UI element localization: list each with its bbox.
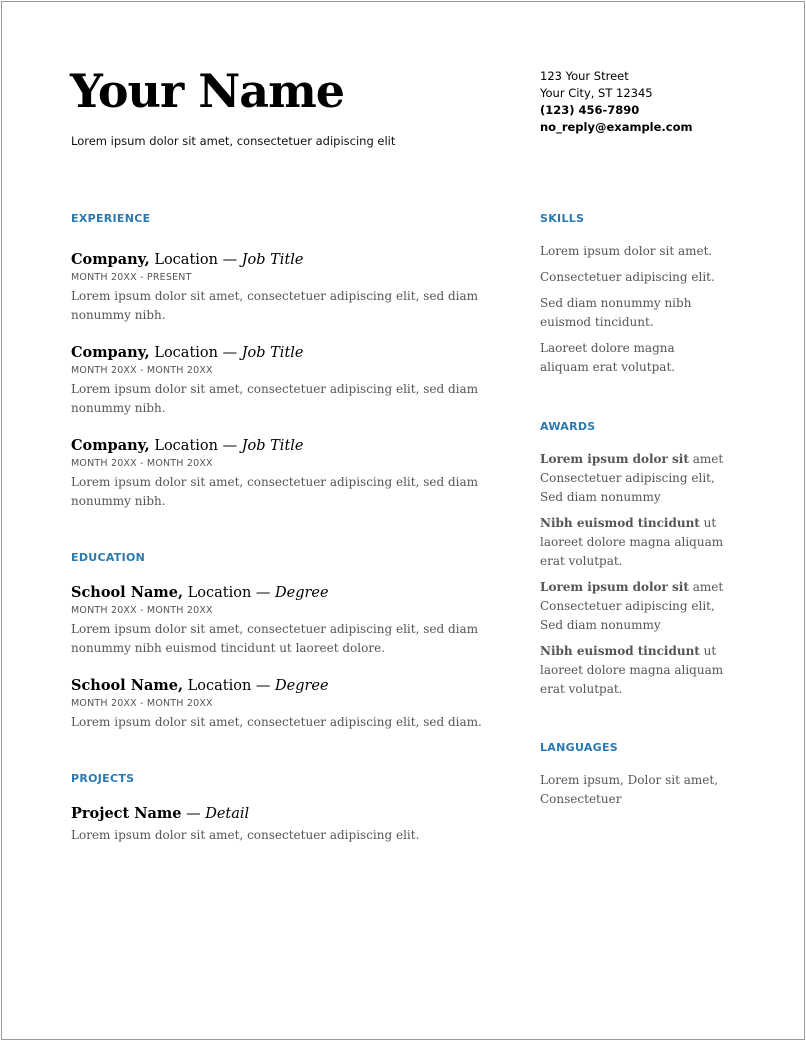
entry-dates: MONTH 20XX - MONTH 20XX — [71, 605, 213, 616]
sidebar-column — [540, 212, 740, 809]
entry-org: Project Name — [71, 805, 182, 822]
award-title: Lorem ipsum dolor sit — [540, 580, 689, 594]
entry-title — [71, 436, 491, 456]
languages-section — [540, 741, 740, 809]
entry-description: Lorem ipsum dolor sit amet, consectetuer adipiscing elit, sed diam. — [71, 715, 482, 729]
entry-org: Company, — [71, 437, 150, 454]
entry-title — [71, 583, 491, 603]
entry-location: Location — — [149, 438, 242, 454]
entry-title — [71, 804, 491, 824]
award-description: amet Consectetuer adipiscing elit, Sed diam nonummy — [540, 580, 724, 632]
skills-section — [540, 212, 740, 377]
entry-role: Degree — [275, 678, 329, 694]
entry-role: Job Title — [241, 438, 304, 454]
entry-description: Lorem ipsum dolor sit amet, consectetuer adipiscing elit, sed diam nonummy nibh euismod tincidunt ut laoreet dolore. — [71, 622, 479, 655]
entry-role: Detail — [205, 806, 250, 822]
entry-role: Degree — [275, 585, 329, 601]
entry-location: Location — — [183, 678, 275, 694]
project-entry — [71, 804, 491, 845]
contact-street: 123 Your Street — [540, 69, 629, 83]
section-heading-education: EDUCATION — [71, 551, 146, 564]
awards-section — [540, 420, 740, 699]
education-entry — [71, 583, 491, 658]
entry-location: Location — — [149, 345, 242, 361]
experience-entry — [71, 343, 491, 418]
section-heading-projects: PROJECTS — [71, 772, 135, 785]
entry-location: Location — — [183, 585, 275, 601]
entry-description: Lorem ipsum dolor sit amet, consectetuer adipiscing elit, sed diam nonummy nibh. — [71, 382, 479, 415]
entry-role: Job Title — [241, 345, 304, 361]
contact-city: Your City, ST 12345 — [540, 86, 653, 100]
resume-name: Your Name — [70, 64, 345, 118]
entry-dates: MONTH 20XX - MONTH 20XX — [71, 365, 213, 376]
section-heading-experience: EXPERIENCE — [71, 212, 151, 225]
award-item — [540, 450, 740, 507]
entry-title — [71, 676, 491, 696]
entry-description: Lorem ipsum dolor sit amet, consectetuer adipiscing elit, sed diam nonummy nibh. — [71, 475, 479, 508]
entry-location: Location — — [149, 252, 242, 268]
resume-page — [1, 1, 805, 1040]
section-heading-skills: SKILLS — [540, 212, 585, 225]
award-description: ut laoreet dolore magna aliquam erat volutpat. — [540, 644, 724, 696]
entry-title — [71, 343, 491, 363]
main-column — [71, 212, 491, 845]
skill-item: Sed diam nonummy nibh euismod tincidunt. — [540, 296, 692, 329]
experience-entry — [71, 250, 491, 325]
entry-org: Company, — [71, 251, 150, 268]
entry-role: Job Title — [241, 252, 304, 268]
resume-tagline: Lorem ipsum dolor sit amet, consectetuer adipiscing elit — [71, 134, 396, 148]
education-section — [71, 551, 491, 732]
skill-item: Consectetuer adipiscing elit. — [540, 270, 715, 284]
entry-description: Lorem ipsum dolor sit amet, consectetuer adipiscing elit. — [71, 828, 420, 842]
entry-title — [71, 250, 491, 270]
section-heading-awards: AWARDS — [540, 420, 596, 433]
languages-list: Lorem ipsum, Dolor sit amet, Consectetuer — [540, 773, 719, 806]
award-title: Lorem ipsum dolor sit — [540, 452, 689, 466]
entry-org: School Name, — [71, 677, 184, 694]
education-entry — [71, 676, 491, 732]
contact-phone: (123) 456-7890 — [540, 103, 640, 117]
entry-description: Lorem ipsum dolor sit amet, consectetuer adipiscing elit, sed diam nonummy nibh. — [71, 289, 479, 322]
award-description: ut laoreet dolore magna aliquam erat volutpat. — [540, 516, 724, 568]
projects-section — [71, 772, 491, 845]
award-description: amet Consectetuer adipiscing elit, Sed diam nonummy — [540, 452, 724, 504]
skill-item: Laoreet dolore magna aliquam erat volutpat. — [540, 341, 676, 374]
award-title: Nibh euismod tincidunt — [540, 516, 700, 530]
skill-item: Lorem ipsum dolor sit amet. — [540, 244, 713, 258]
entry-org: Company, — [71, 344, 150, 361]
entry-separator: — — [181, 806, 206, 822]
award-item — [540, 514, 740, 571]
award-item — [540, 578, 740, 635]
entry-dates: MONTH 20XX - PRESENT — [71, 272, 192, 283]
entry-dates: MONTH 20XX - MONTH 20XX — [71, 458, 213, 469]
award-title: Nibh euismod tincidunt — [540, 644, 700, 658]
experience-section — [71, 212, 491, 511]
contact-email: no_reply@example.com — [540, 120, 693, 134]
award-item — [540, 642, 740, 699]
entry-dates: MONTH 20XX - MONTH 20XX — [71, 698, 213, 709]
contact-block — [540, 68, 692, 136]
section-heading-languages: LANGUAGES — [540, 741, 619, 754]
experience-entry — [71, 436, 491, 511]
entry-org: School Name, — [71, 584, 184, 601]
